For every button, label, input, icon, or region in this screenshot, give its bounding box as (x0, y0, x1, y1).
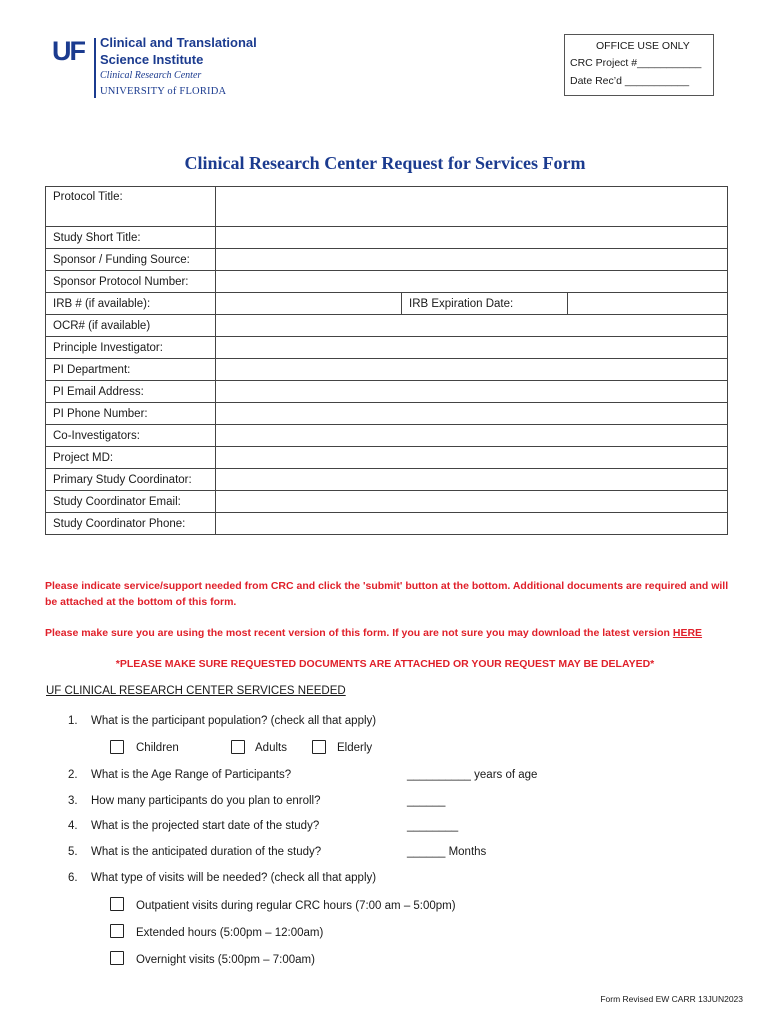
question-4-text: What is the projected start date of the study? (91, 820, 320, 832)
duration-field[interactable]: ______ Months (407, 846, 487, 858)
project-md-label: Project MD: (46, 447, 216, 469)
logo-line-2: Science Institute (100, 52, 204, 67)
table-row (46, 249, 728, 271)
coordinator-email-label: Study Coordinator Email: (46, 491, 216, 513)
study-short-title-input[interactable] (216, 227, 728, 249)
question-5-number: 5. (68, 846, 78, 858)
uf-logo-mark: UF (52, 36, 84, 66)
primary-coordinator-input[interactable] (216, 469, 728, 491)
pi-label: Principle Investigator: (46, 337, 216, 359)
adults-label: Adults (255, 742, 287, 754)
pi-email-input[interactable] (216, 381, 728, 403)
irb-label: IRB # (if available): (46, 293, 216, 315)
table-row (46, 293, 728, 315)
office-use-box (564, 34, 714, 96)
question-6-text: What type of visits will be needed? (check all that apply) (91, 872, 377, 884)
primary-coordinator-label: Primary Study Coordinator: (46, 469, 216, 491)
adults-checkbox[interactable] (231, 740, 245, 754)
overnight-label: Overnight visits (5:00pm – 7:00am) (136, 954, 315, 966)
table-row (46, 513, 728, 535)
irb-input[interactable] (216, 293, 402, 315)
logo-line-4: UNIVERSITY of FLORIDA (100, 86, 227, 97)
form-title: Clinical Research Center Request for Services Form (184, 153, 586, 173)
services-section-heading: UF CLINICAL RESEARCH CENTER SERVICES NEEDED (46, 685, 346, 697)
protocol-title-label: Protocol Title: (46, 187, 216, 227)
pi-phone-label: PI Phone Number: (46, 403, 216, 425)
download-here-link[interactable]: HERE (672, 627, 703, 639)
office-use-heading: OFFICE USE ONLY (596, 40, 690, 52)
pi-phone-input[interactable] (216, 403, 728, 425)
sponsor-label: Sponsor / Funding Source: (46, 249, 216, 271)
table-row (46, 403, 728, 425)
pi-department-input[interactable] (216, 359, 728, 381)
co-investigators-label: Co-Investigators: (46, 425, 216, 447)
logo-line-1: Clinical and Translational (100, 35, 257, 50)
start-date-field[interactable]: ________ (407, 820, 459, 832)
table-row (46, 227, 728, 249)
irb-expiration-label: IRB Expiration Date: (402, 293, 568, 315)
sponsor-protocol-label: Sponsor Protocol Number: (46, 271, 216, 293)
pi-input[interactable] (216, 337, 728, 359)
outpatient-label: Outpatient visits during regular CRC hours (7:00 am – 5:00pm) (136, 900, 456, 912)
revision-footer: Form Revised EW CARR 13JUN2023 (600, 994, 743, 1004)
version-notice-text: Please make sure you are using the most recent version of this form. If you are not sure you may download the latest version (45, 627, 670, 639)
extended-hours-checkbox[interactable] (110, 924, 124, 938)
sponsor-protocol-input[interactable] (216, 271, 728, 293)
table-row (46, 187, 728, 227)
children-checkbox[interactable] (110, 740, 124, 754)
co-investigators-input[interactable] (216, 425, 728, 447)
date-received-field[interactable]: Date Rec’d ___________ (570, 75, 690, 87)
study-short-title-label: Study Short Title: (46, 227, 216, 249)
question-4-number: 4. (68, 820, 78, 832)
table-row (46, 337, 728, 359)
table-row (46, 491, 728, 513)
table-row (46, 447, 728, 469)
question-1-text: What is the participant population? (check all that apply) (91, 715, 377, 727)
question-1-number: 1. (68, 715, 78, 727)
pi-email-label: PI Email Address: (46, 381, 216, 403)
coordinator-phone-label: Study Coordinator Phone: (46, 513, 216, 535)
question-3-text: How many participants do you plan to enroll? (91, 795, 321, 807)
pi-department-label: PI Department: (46, 359, 216, 381)
elderly-label: Elderly (337, 742, 373, 754)
table-row (46, 425, 728, 447)
overnight-checkbox[interactable] (110, 951, 124, 965)
table-row (46, 315, 728, 337)
table-row (46, 271, 728, 293)
table-row (46, 469, 728, 491)
question-5-text: What is the anticipated duration of the study? (91, 846, 322, 858)
protocol-title-input[interactable] (216, 187, 728, 227)
question-2-text: What is the Age Range of Participants? (91, 769, 292, 781)
extended-hours-label: Extended hours (5:00pm – 12:00am) (136, 927, 324, 939)
irb-expiration-input[interactable] (568, 293, 728, 315)
question-2-number: 2. (68, 769, 78, 781)
question-6-number: 6. (68, 872, 78, 884)
age-range-field[interactable]: __________ years of age (407, 769, 538, 781)
children-label: Children (136, 742, 179, 754)
question-3-number: 3. (68, 795, 78, 807)
version-notice (45, 625, 745, 641)
instructions-notice: Please indicate service/support needed from CRC and click the 'submit' button at the bottom. Additional documents are required and will be attached at the bottom of this form. (45, 580, 729, 608)
ocr-label: OCR# (if available) (46, 315, 216, 337)
outpatient-checkbox[interactable] (110, 897, 124, 911)
ocr-input[interactable] (216, 315, 728, 337)
crc-project-field[interactable]: CRC Project #___________ (570, 57, 702, 69)
elderly-checkbox[interactable] (312, 740, 326, 754)
documents-warning: *PLEASE MAKE SURE REQUESTED DOCUMENTS ARE ATTACHED OR YOUR REQUEST MAY BE DELAYED* (115, 658, 655, 670)
table-row (46, 359, 728, 381)
coordinator-email-input[interactable] (216, 491, 728, 513)
protocol-info-table (45, 186, 728, 535)
table-row (46, 381, 728, 403)
enrollment-field[interactable]: ______ (407, 795, 446, 807)
sponsor-input[interactable] (216, 249, 728, 271)
project-md-input[interactable] (216, 447, 728, 469)
coordinator-phone-input[interactable] (216, 513, 728, 535)
logo-divider (94, 38, 96, 98)
logo-line-3: Clinical Research Center (100, 70, 202, 81)
